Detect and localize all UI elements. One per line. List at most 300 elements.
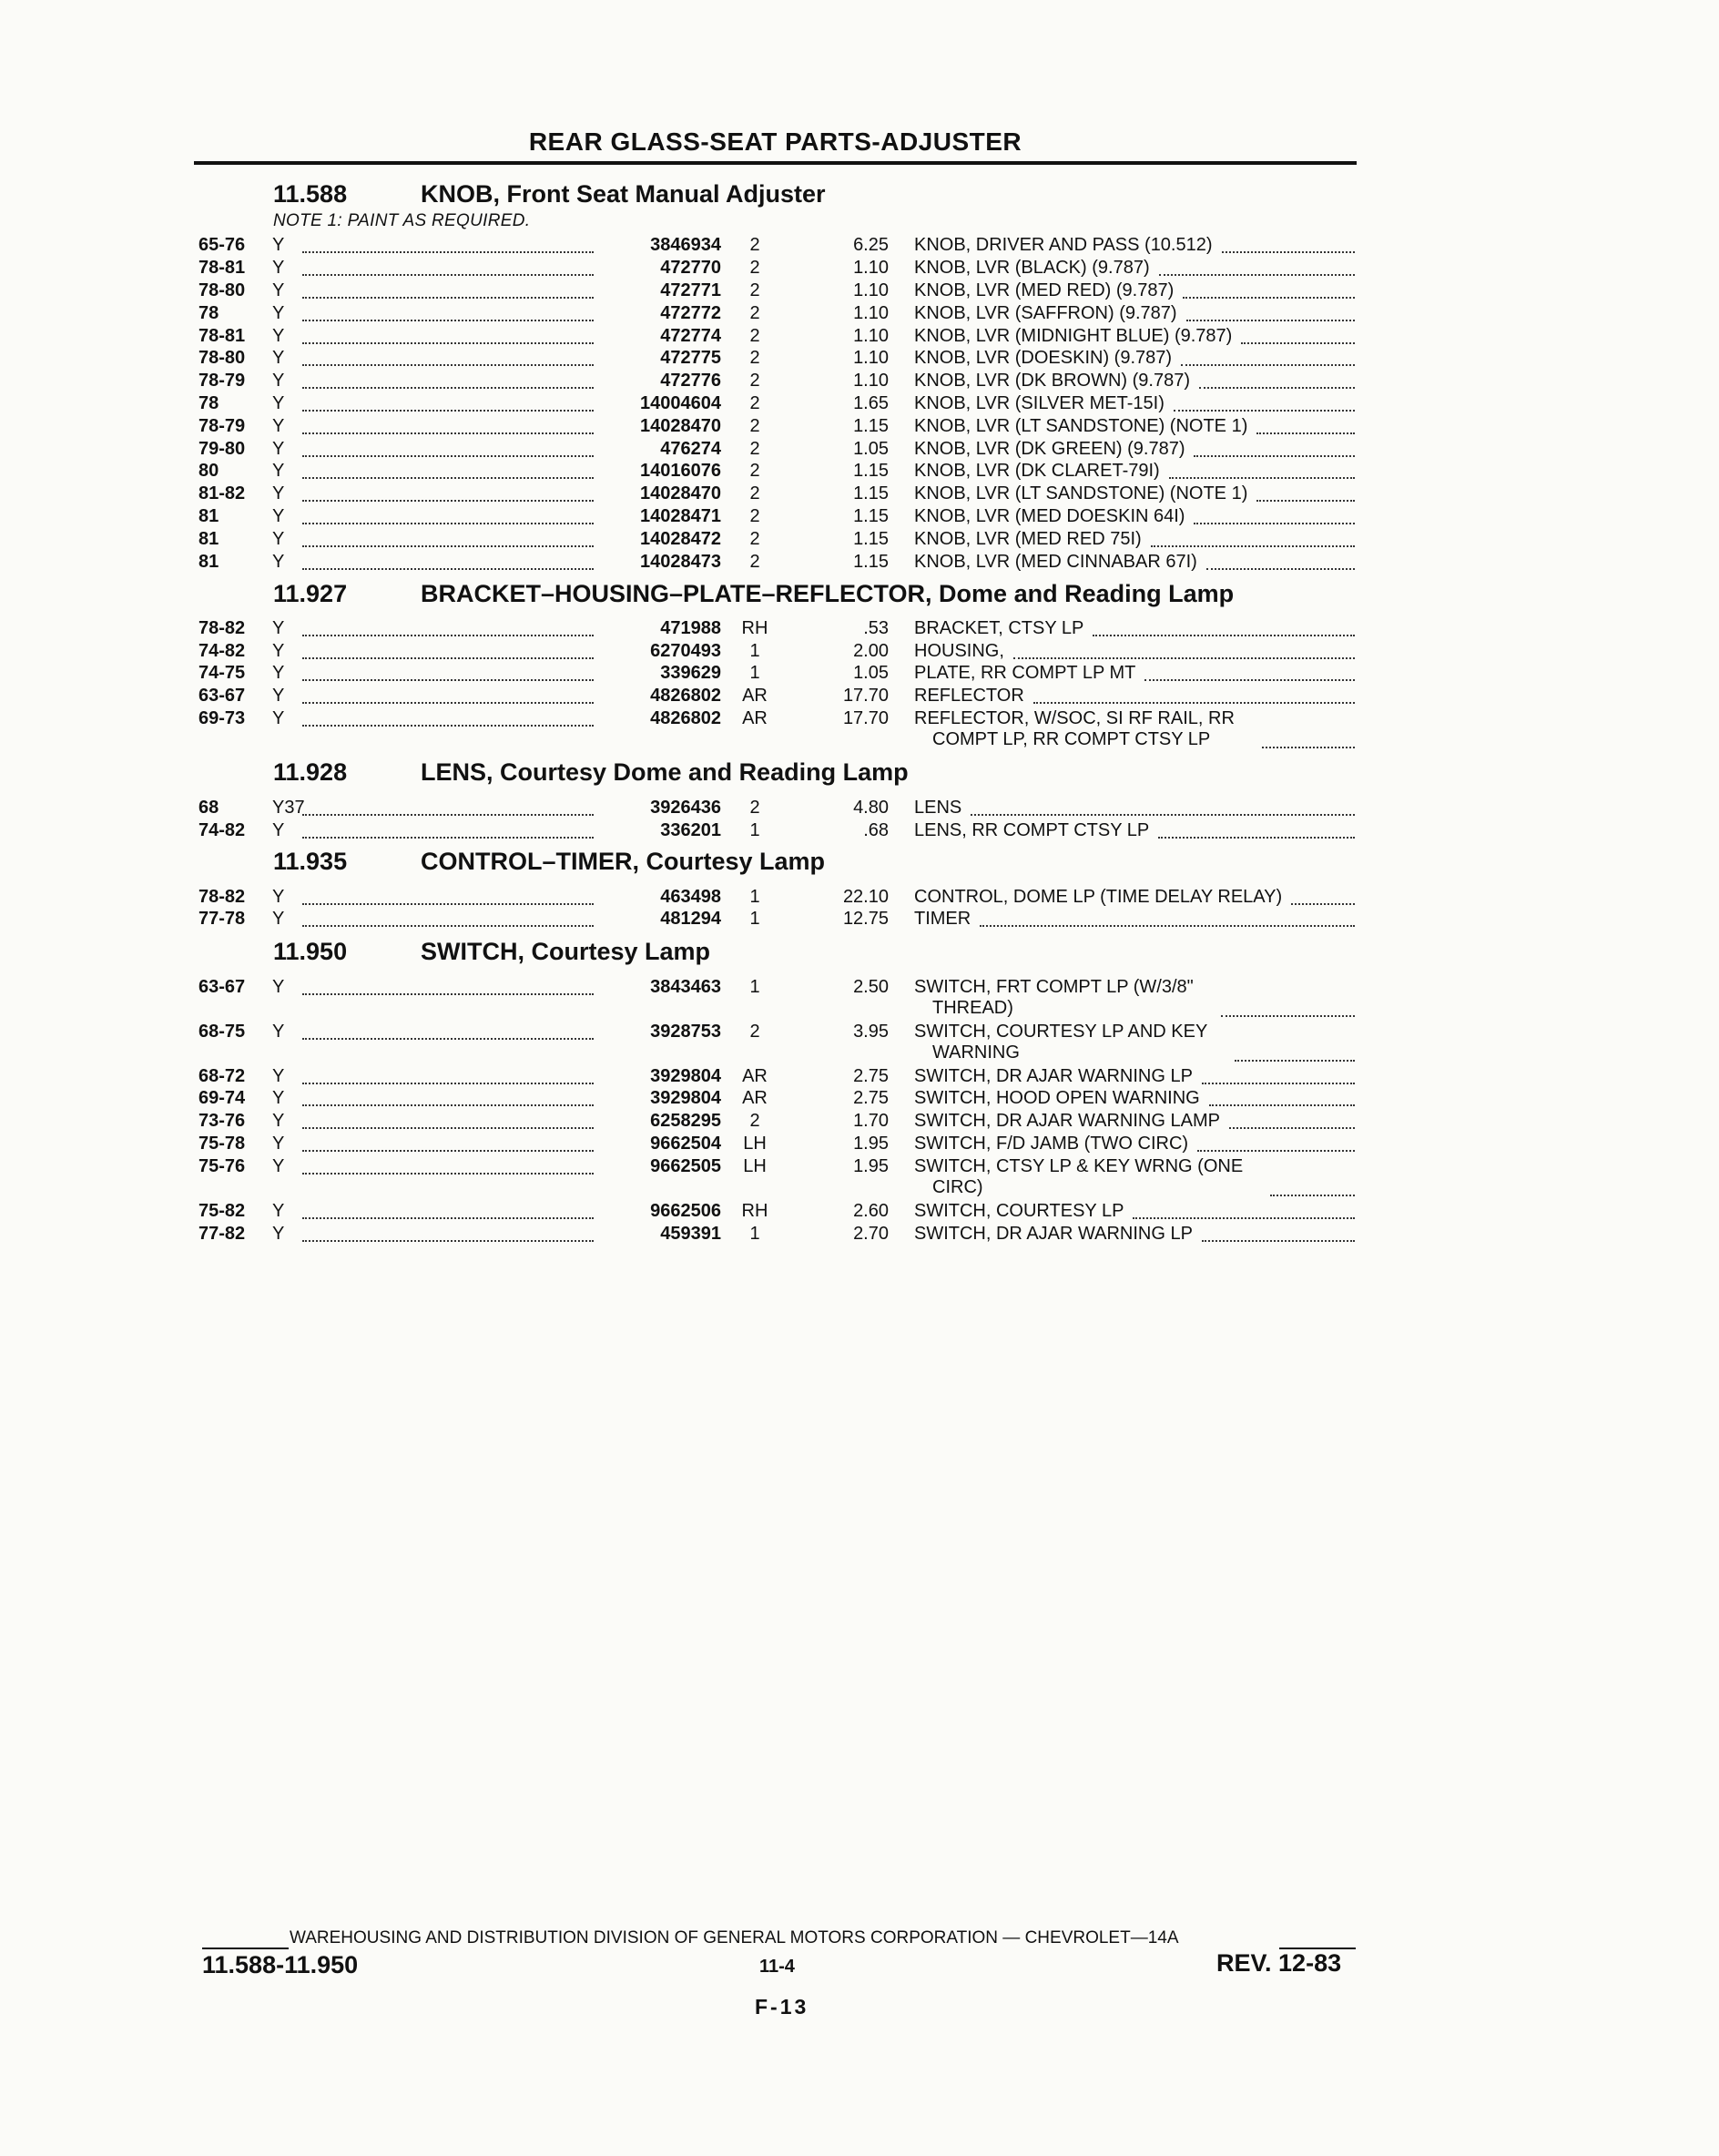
description [914,371,1190,392]
model-years: 78-80 [198,280,246,300]
quantity: LH [743,1156,767,1176]
dot-leader [302,235,594,253]
description-line: KNOB, LVR (DK CLARET-79I) [914,461,1160,481]
description-line: REFLECTOR [914,686,1024,706]
table-row [0,1156,1719,1197]
description [914,416,1247,437]
description [914,641,1004,662]
description [914,820,1149,841]
price: 12.75 [842,909,889,929]
price: 1.10 [853,258,889,278]
model-years: 78-79 [198,371,246,391]
part-number: 14028470 [640,483,721,503]
dot-leader [1202,1066,1355,1084]
table-row [0,326,1719,350]
part-number: 472770 [660,258,721,278]
price: 1.05 [853,663,889,683]
dot-leader [302,326,594,344]
model-years: 78 [198,393,219,413]
description-line: LENS [914,798,962,818]
quantity: 1 [749,820,760,840]
dot-leader [1194,506,1355,524]
description [914,1066,1193,1087]
dot-leader [1183,280,1355,299]
table-row [0,303,1719,327]
part-number: 14028470 [640,416,721,436]
model-years: 81-82 [198,483,246,503]
description [914,461,1160,482]
price: .53 [863,618,889,638]
description-line: KNOB, LVR (SILVER MET-15I) [914,393,1165,413]
description [914,663,1135,684]
part-number: 4826802 [650,686,721,706]
usage-code: Y [272,461,285,481]
quantity: AR [742,708,768,728]
dot-leader [1133,1201,1355,1219]
quantity: 1 [749,977,760,997]
model-years: 77-82 [198,1224,246,1244]
description-line: KNOB, LVR (MED DOESKIN 64I) [914,506,1185,526]
usage-code: Y [272,1224,285,1244]
table-row [0,1134,1719,1157]
part-number: 14028471 [640,506,721,526]
dot-leader [1013,641,1355,659]
dot-leader [1199,371,1355,389]
model-years: 78-81 [198,326,246,346]
section-number: 11.588 [273,180,348,208]
model-years: 77-78 [198,909,246,929]
part-number: 3843463 [650,977,721,997]
description-line: KNOB, DRIVER AND PASS (10.512) [914,235,1213,255]
description-line: REFLECTOR, W/SOC, SI RF RAIL, RR [914,708,1235,728]
title-rule [194,161,1357,165]
dot-leader [302,303,594,321]
dot-leader [1241,326,1355,344]
description-line: LENS, RR COMPT CTSY LP [914,820,1150,840]
description-line: BRACKET, CTSY LP [914,618,1084,638]
part-number: 3926436 [650,798,721,818]
footer-division: WAREHOUSING AND DISTRIBUTION DIVISION OF GENERAL MOTORS CORPORATION — CHEVROLET—14A [290,1928,1179,1948]
description [914,708,1235,750]
model-years: 75-82 [198,1201,246,1221]
description-line: KNOB, LVR (SAFFRON) (9.787) [914,303,1177,323]
price: 2.75 [853,1066,889,1086]
table-row [0,529,1719,553]
dot-leader [302,1111,594,1129]
description [914,439,1185,460]
description [914,977,1194,1019]
footer-page-number: 11-4 [759,1957,795,1977]
quantity: AR [742,1088,768,1108]
price: 1.10 [853,326,889,346]
description [914,909,971,930]
table-row [0,506,1719,530]
usage-code: Y [272,303,285,323]
table-row [0,371,1719,394]
price: 17.70 [842,708,889,728]
price: 1.15 [853,552,889,572]
description [914,303,1177,324]
part-number: 481294 [660,909,721,929]
model-years: 81 [198,506,219,526]
table-row [0,618,1719,642]
table-row [0,348,1719,371]
table-row [0,1201,1719,1225]
part-number: 9662505 [650,1156,721,1176]
dot-leader [302,552,594,570]
description [914,393,1165,414]
section-title: CONTROL–TIMER, Courtesy Lamp [421,848,826,875]
table-row [0,552,1719,575]
quantity: AR [742,686,768,706]
dot-leader [1174,393,1355,412]
price: 1.10 [853,303,889,323]
dot-leader [971,798,1355,816]
table-row [0,1066,1719,1090]
dot-leader [302,371,594,389]
description [914,280,1174,301]
model-years: 68-72 [198,1066,246,1086]
price: 2.75 [853,1088,889,1108]
description [914,552,1197,573]
description [914,1134,1188,1154]
description-line: SWITCH, HOOD OPEN WARNING [914,1088,1200,1108]
dot-leader [1169,461,1355,479]
footer-revision: REV. 12-83 [1216,1949,1342,1977]
description-line: COMPT LP, RR COMPT CTSY LP [932,729,1211,749]
part-number: 471988 [660,618,721,638]
model-years: 78-79 [198,416,246,436]
model-years: 75-76 [198,1156,246,1176]
usage-code: Y [272,439,285,459]
description [914,1156,1243,1198]
model-years: 73-76 [198,1111,246,1131]
part-number: 472772 [660,303,721,323]
quantity: RH [741,1201,768,1221]
dot-leader [1186,303,1355,321]
section-number: 11.935 [273,848,348,875]
dot-leader [1256,416,1355,434]
section-title: KNOB, Front Seat Manual Adjuster [421,180,826,208]
dot-leader [1221,999,1355,1017]
section-title: LENS, Courtesy Dome and Reading Lamp [421,758,909,786]
part-number: 472775 [660,348,721,368]
price: 1.15 [853,416,889,436]
part-number: 14004604 [640,393,721,413]
model-years: 81 [198,529,219,549]
usage-code: Y [272,393,285,413]
table-row [0,1022,1719,1063]
description [914,506,1185,527]
part-number: 14028473 [640,552,721,572]
description [914,326,1232,347]
sheet-number: F-13 [755,1995,809,2019]
description-line: KNOB, LVR (DK GREEN) (9.787) [914,439,1185,459]
dot-leader [1206,552,1355,570]
model-years: 69-73 [198,708,246,728]
usage-code: Y [272,618,285,638]
price: 1.70 [853,1111,889,1131]
model-years: 78-82 [198,618,246,638]
quantity: 2 [749,235,760,255]
description [914,1088,1200,1109]
quantity: 1 [749,1224,760,1244]
description-line: SWITCH, DR AJAR WARNING LP [914,1066,1193,1086]
part-number: 3929804 [650,1088,721,1108]
quantity: LH [743,1134,767,1154]
dot-leader [980,909,1355,927]
dot-leader [302,1134,594,1152]
price: 2.00 [853,641,889,661]
table-row [0,1224,1719,1247]
table-row [0,235,1719,259]
description-line: KNOB, LVR (MED CINNABAR 67I) [914,552,1197,572]
description-line: SWITCH, FRT COMPT LP (W/3/8" [914,977,1194,997]
usage-code: Y [272,326,285,346]
dot-leader [302,393,594,412]
price: 4.80 [853,798,889,818]
table-row [0,258,1719,281]
dot-leader [302,641,594,659]
description-line: THREAD) [932,998,1013,1018]
dot-leader [1151,529,1355,547]
part-number: 3846934 [650,235,721,255]
dot-leader [302,1022,594,1040]
part-number: 3929804 [650,1066,721,1086]
description [914,235,1213,256]
part-number: 459391 [660,1224,721,1244]
model-years: 78 [198,303,219,323]
description-line: SWITCH, F/D JAMB (TWO CIRC) [914,1134,1189,1154]
quantity: 2 [749,461,760,481]
description-line: KNOB, LVR (MIDNIGHT BLUE) (9.787) [914,326,1233,346]
dot-leader [302,258,594,276]
description-line: KNOB, LVR (LT SANDSTONE) (NOTE 1) [914,416,1248,436]
dot-leader [302,416,594,434]
description-line: KNOB, LVR (BLACK) (9.787) [914,258,1150,278]
section-number: 11.928 [273,758,348,786]
quantity: 2 [749,258,760,278]
usage-code: Y [272,820,285,840]
usage-code: Y [272,416,285,436]
model-years: 79-80 [198,439,246,459]
description [914,258,1150,279]
model-years: 78-82 [198,887,246,907]
table-row [0,416,1719,440]
usage-code: Y [272,371,285,391]
dot-leader [1209,1088,1355,1106]
part-number: 6270493 [650,641,721,661]
usage-code: Y [272,663,285,683]
usage-code: Y [272,887,285,907]
price: .68 [863,820,889,840]
dot-leader [302,977,594,995]
part-number: 6258295 [650,1111,721,1131]
table-row [0,887,1719,910]
description-line: SWITCH, COURTESY LP [914,1201,1124,1221]
dot-leader [302,708,594,727]
quantity: 2 [749,326,760,346]
description [914,348,1172,369]
description [914,618,1083,639]
part-number: 9662506 [650,1201,721,1221]
price: 2.50 [853,977,889,997]
model-years: 74-82 [198,641,246,661]
dot-leader [302,1156,594,1175]
model-years: 78-81 [198,258,246,278]
quantity: 2 [749,529,760,549]
dot-leader [302,887,594,905]
description-line: TIMER [914,909,971,929]
description-line: KNOB, LVR (DOESKIN) (9.787) [914,348,1173,368]
price: 3.95 [853,1022,889,1042]
quantity: 2 [749,1111,760,1131]
description-line: CONTROL, DOME LP (TIME DELAY RELAY) [914,887,1283,907]
quantity: 2 [749,798,760,818]
description [914,1111,1220,1132]
dot-leader [1197,1134,1355,1152]
description [914,529,1142,550]
table-row [0,1111,1719,1134]
table-row [0,686,1719,709]
usage-code: Y37 [272,798,305,818]
price: 22.10 [842,887,889,907]
usage-code: Y [272,708,285,728]
model-years: 81 [198,552,219,572]
dot-leader [302,506,594,524]
page-title: REAR GLASS-SEAT PARTS-ADJUSTER [528,127,1022,156]
dot-leader [1144,663,1355,681]
price: 6.25 [853,235,889,255]
table-row [0,1088,1719,1112]
quantity: 2 [749,439,760,459]
price: 1.15 [853,529,889,549]
usage-code: Y [272,1156,285,1176]
dot-leader [1291,887,1355,905]
price: 17.70 [842,686,889,706]
price: 1.65 [853,393,889,413]
model-years: 80 [198,461,219,481]
part-number: 472776 [660,371,721,391]
usage-code: Y [272,1111,285,1131]
table-row [0,483,1719,507]
quantity: 1 [749,641,760,661]
dot-leader [302,1201,594,1219]
dot-leader [1270,1178,1355,1196]
usage-code: Y [272,1201,285,1221]
model-years: 69-74 [198,1088,246,1108]
model-years: 63-67 [198,977,246,997]
dot-leader [302,820,594,839]
section-number: 11.927 [273,580,348,607]
dot-leader [302,1224,594,1242]
section-number: 11.950 [273,938,348,965]
table-row [0,439,1719,463]
model-years: 74-82 [198,820,246,840]
description-line: WARNING [932,1042,1020,1063]
description-line: SWITCH, DR AJAR WARNING LP [914,1224,1193,1244]
part-number: 4826802 [650,708,721,728]
dot-leader [1158,820,1355,839]
dot-leader [302,798,594,816]
dot-leader [1229,1111,1355,1129]
price: 1.10 [853,348,889,368]
quantity: 2 [749,483,760,503]
part-number: 336201 [660,820,721,840]
price: 2.60 [853,1201,889,1221]
part-number: 3928753 [650,1022,721,1042]
usage-code: Y [272,686,285,706]
price: 1.10 [853,371,889,391]
price: 1.15 [853,461,889,481]
price: 1.15 [853,483,889,503]
quantity: 2 [749,371,760,391]
price: 2.70 [853,1224,889,1244]
usage-code: Y [272,348,285,368]
dot-leader [302,686,594,704]
dot-leader [302,663,594,681]
usage-code: Y [272,258,285,278]
description-line: KNOB, LVR (LT SANDSTONE) (NOTE 1) [914,483,1248,503]
model-years: 75-78 [198,1134,246,1154]
price: 1.95 [853,1156,889,1176]
price: 1.10 [853,280,889,300]
quantity: AR [742,1066,768,1086]
description-line: PLATE, RR COMPT LP MT [914,663,1136,683]
table-row [0,708,1719,749]
quantity: 2 [749,416,760,436]
quantity: 1 [749,663,760,683]
description [914,1201,1124,1222]
table-row [0,977,1719,1018]
usage-code: Y [272,1066,285,1086]
dot-leader [302,280,594,299]
usage-code: Y [272,641,285,661]
description [914,1224,1193,1245]
part-number: 472771 [660,280,721,300]
dot-leader [302,348,594,366]
quantity: 2 [749,303,760,323]
table-row [0,280,1719,304]
dot-leader [1256,483,1355,502]
part-number: 14028472 [640,529,721,549]
dot-leader [302,618,594,636]
dot-leader [302,909,594,927]
dot-leader [1181,348,1355,366]
part-number: 14016076 [640,461,721,481]
description-line: HOUSING, [914,641,1004,661]
table-row [0,663,1719,686]
description [914,887,1282,908]
part-number: 476274 [660,439,721,459]
description [914,1022,1207,1063]
price: 1.05 [853,439,889,459]
dot-leader [1235,1043,1355,1062]
dot-leader [1222,235,1355,253]
part-number: 9662504 [650,1134,721,1154]
dot-leader [1202,1224,1355,1242]
usage-code: Y [272,977,285,997]
table-row [0,461,1719,484]
description [914,686,1024,707]
model-years: 68 [198,798,219,818]
footer-rule-left [202,1948,289,1949]
table-row [0,909,1719,932]
usage-code: Y [272,483,285,503]
usage-code: Y [272,1088,285,1108]
model-years: 63-67 [198,686,246,706]
description [914,798,961,819]
